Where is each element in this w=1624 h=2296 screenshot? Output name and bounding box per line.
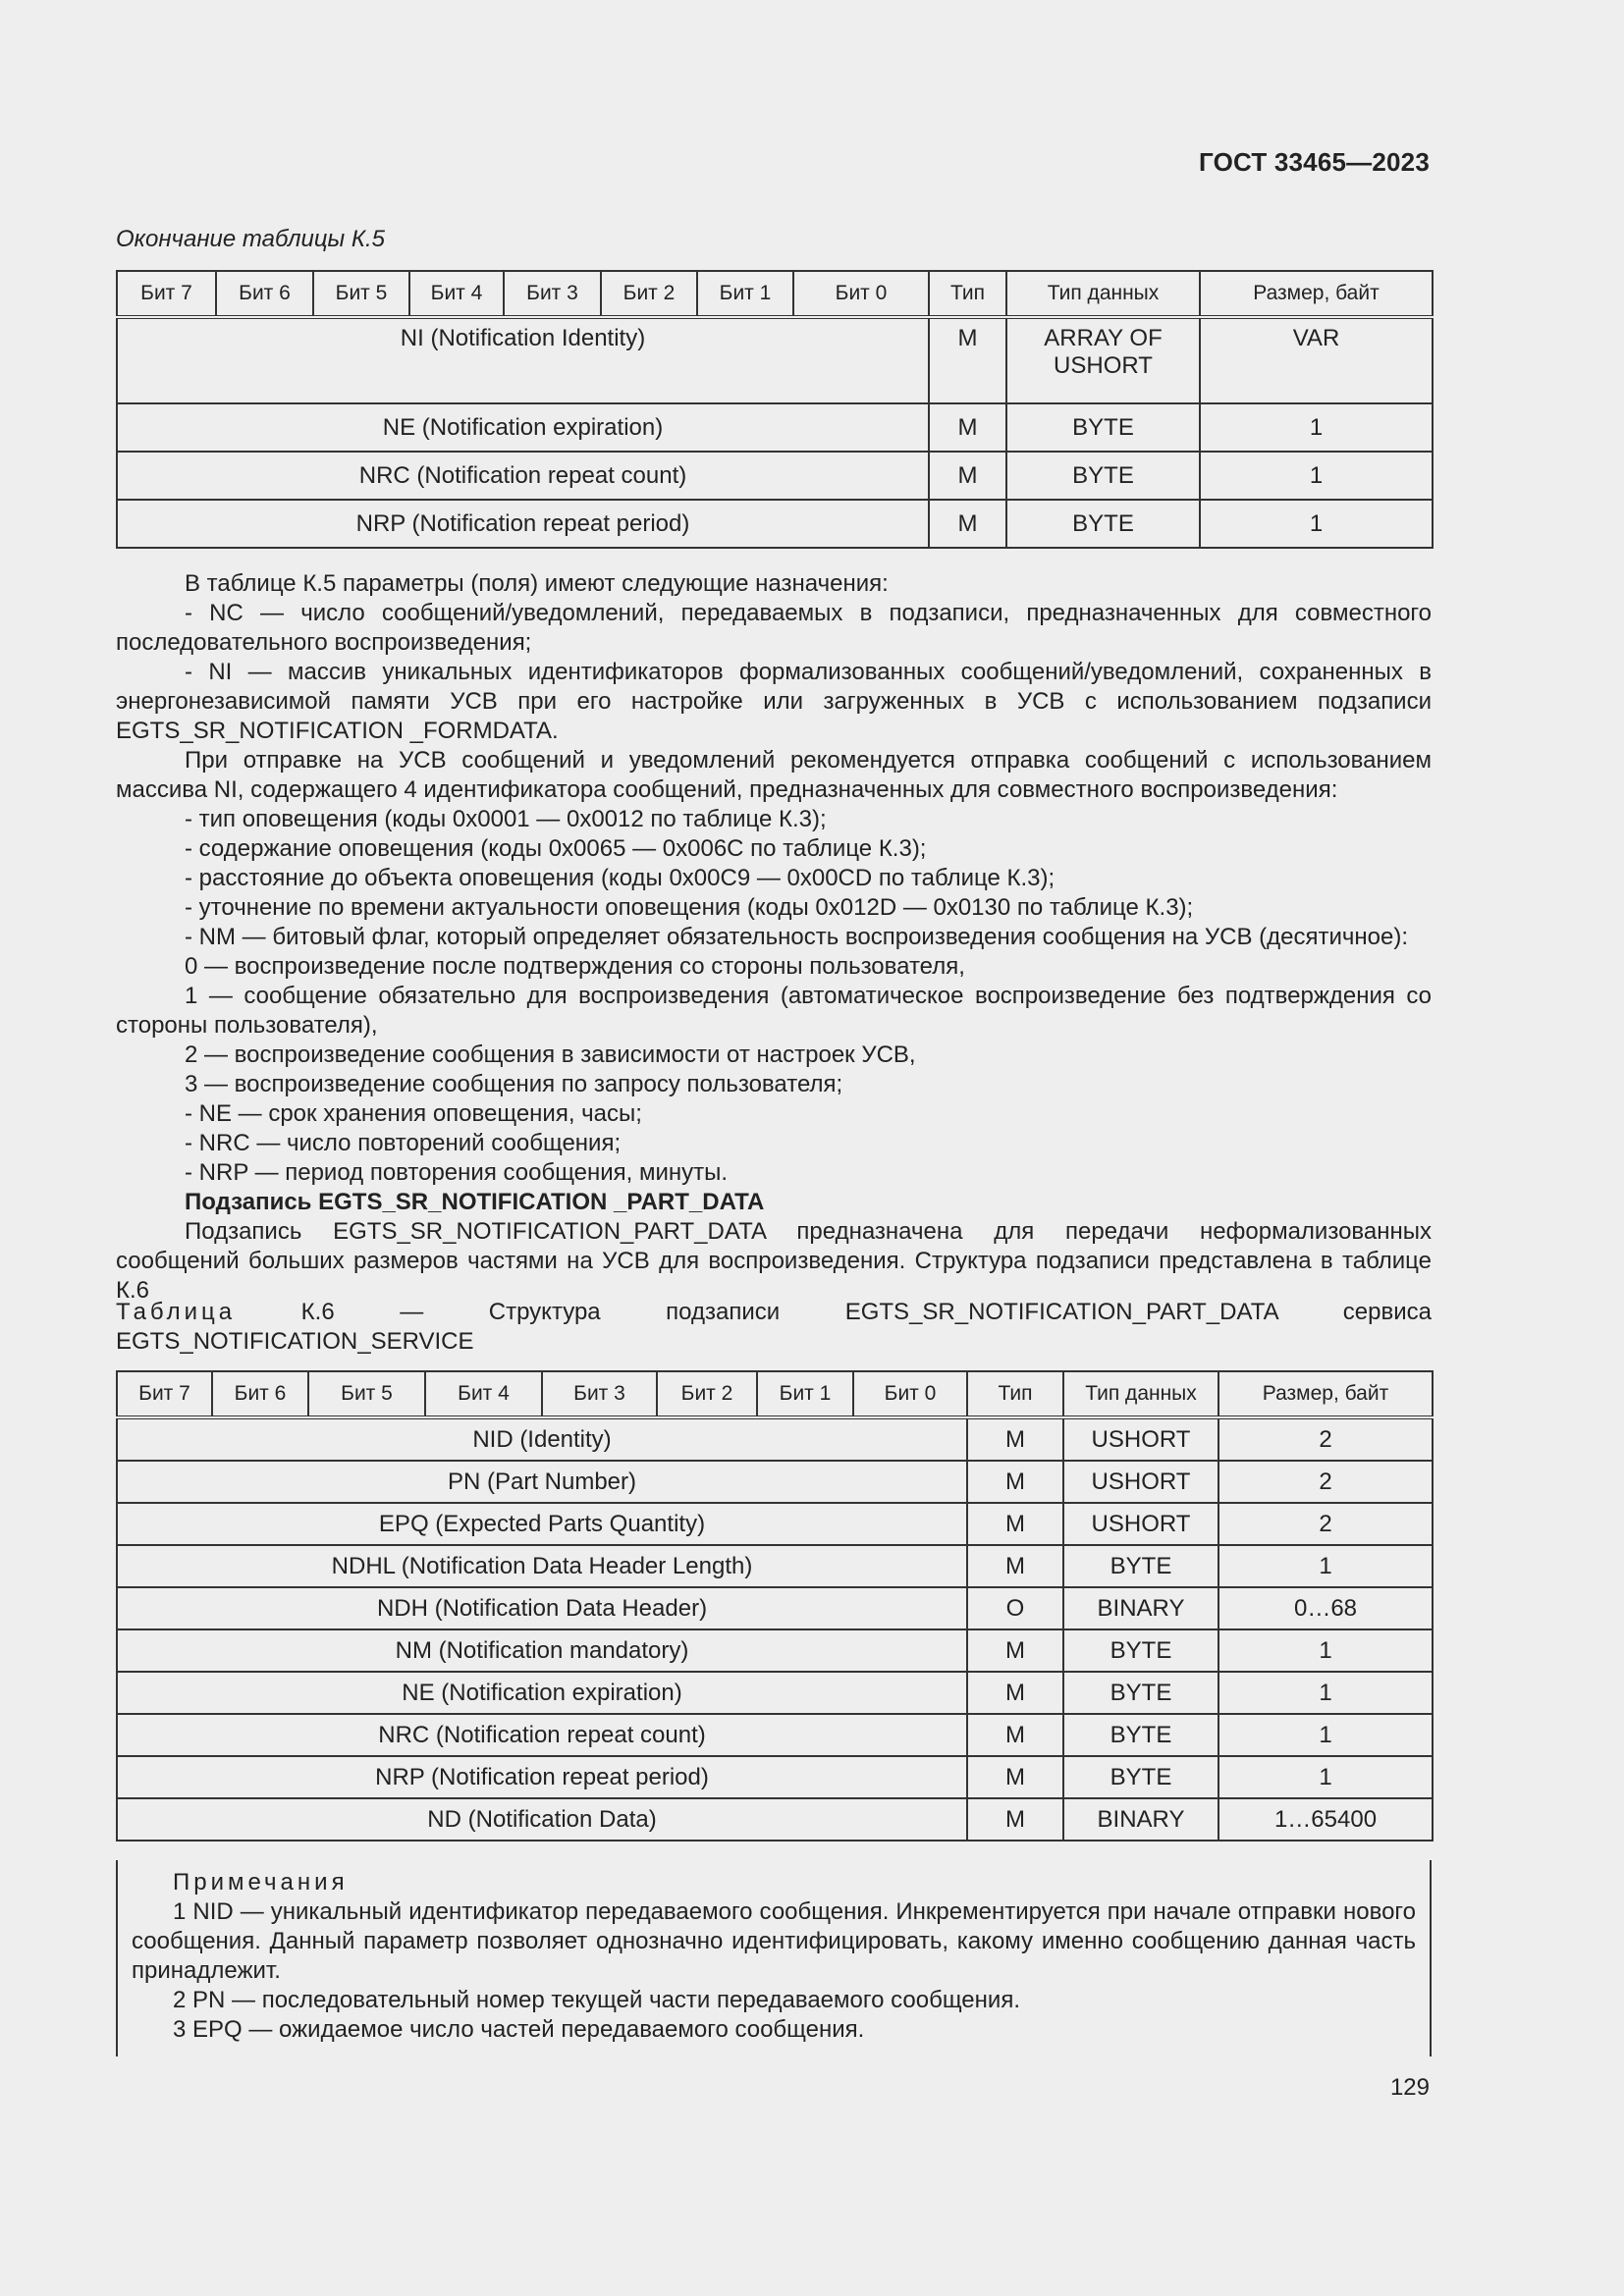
datatype-cell: ARRAY OF USHORT (1006, 317, 1200, 403)
type-cell: M (929, 317, 1006, 403)
notes-title: Примечания (173, 1869, 349, 1896)
type-cell: M (967, 1461, 1063, 1503)
datatype-cell: USHORT (1063, 1503, 1218, 1545)
paragraph: - NI — массив уникальных идентификаторов формализованных сообщений/уведомлений, сохраненных в энергонезависимой памяти УСВ при его настройке или загруженных в УСВ с использованием подзаписи EGTS_SR_NOTIFICATION _FORMDATA. (116, 659, 1432, 744)
size-cell: 1 (1200, 452, 1433, 500)
header-cell: Бит 2 (601, 271, 697, 317)
type-cell: O (967, 1587, 1063, 1629)
datatype-cell: BYTE (1006, 500, 1200, 548)
header-cell: Тип (967, 1371, 1063, 1417)
table-title-label: Таблица (116, 1299, 237, 1325)
header-cell: Бит 3 (504, 271, 601, 317)
table-row (117, 1545, 1433, 1587)
field-cell: NRP (Notification repeat period) (117, 500, 929, 548)
header-cell: Бит 0 (793, 271, 929, 317)
field-cell: NRC (Notification repeat count) (117, 1714, 967, 1756)
header-cell: Бит 2 (657, 1371, 757, 1417)
table-row (117, 1798, 1433, 1841)
table-k5-end (116, 270, 1434, 549)
table-row (117, 1461, 1433, 1503)
field-cell: NE (Notification expiration) (117, 1672, 967, 1714)
subheading: Подзапись EGTS_SR_NOTIFICATION _PART_DATA (185, 1189, 765, 1215)
header-cell: Бит 4 (425, 1371, 542, 1417)
table-header-row (117, 1371, 1433, 1417)
datatype-cell: USHORT (1063, 1417, 1218, 1461)
table-row (117, 452, 1433, 500)
type-cell: M (967, 1672, 1063, 1714)
table-row (117, 403, 1433, 452)
header-cell: Бит 3 (542, 1371, 657, 1417)
header-cell: Бит 1 (697, 271, 793, 317)
table-row (117, 500, 1433, 548)
paragraph: - NC — число сообщений/уведомлений, передаваемых в подзаписи, предназначенных для совместного последовательного воспроизведения; (116, 600, 1432, 656)
type-cell: M (929, 500, 1006, 548)
header-cell: Размер, байт (1200, 271, 1433, 317)
size-cell: VAR (1200, 317, 1433, 403)
type-cell: M (967, 1798, 1063, 1841)
type-cell: M (967, 1545, 1063, 1587)
datatype-cell: BYTE (1063, 1629, 1218, 1672)
header-cell: Тип данных (1063, 1371, 1218, 1417)
header-cell: Бит 6 (216, 271, 313, 317)
size-cell: 1 (1218, 1545, 1433, 1587)
list-item: - NE — срок хранения оповещения, часы; (185, 1100, 642, 1127)
table-row (117, 1417, 1433, 1461)
field-cell: ND (Notification Data) (117, 1798, 967, 1841)
size-cell: 2 (1218, 1503, 1433, 1545)
size-cell: 1 (1200, 403, 1433, 452)
table-row (117, 1587, 1433, 1629)
list-item: - NM — битовый флаг, который определяет обязательность воспроизведения сообщения на УСВ (десятичное): (185, 924, 1409, 950)
table-row (117, 1629, 1433, 1672)
datatype-cell: USHORT (1063, 1461, 1218, 1503)
field-cell: NDH (Notification Data Header) (117, 1587, 967, 1629)
size-cell: 1 (1218, 1714, 1433, 1756)
size-cell: 2 (1218, 1417, 1433, 1461)
datatype-cell: BINARY (1063, 1798, 1218, 1841)
table-row (117, 1672, 1433, 1714)
type-cell: M (967, 1417, 1063, 1461)
header-cell: Размер, байт (1218, 1371, 1433, 1417)
list-item: 2 — воспроизведение сообщения в зависимости от настроек УСВ, (185, 1041, 916, 1068)
table-title-text: К.6 — Структура подзаписи EGTS_SR_NOTIFICATION_PART_DATA сервиса EGTS_NOTIFICATION_SERVICE (116, 1299, 1433, 1355)
list-item: - уточнение по времени актуальности оповещения (коды 0x012D — 0x0130 по таблице К.3); (185, 894, 1194, 921)
header-cell: Тип (929, 271, 1006, 317)
list-item: - расстояние до объекта оповещения (коды 0x00C9 — 0x00CD по таблице К.3); (185, 865, 1056, 891)
list-item: 3 — воспроизведение сообщения по запросу пользователя; (185, 1071, 843, 1097)
note-item: 2 PN — последовательный номер текущей части передаваемого сообщения. (173, 1987, 1020, 2013)
table-continuation-caption: Окончание таблицы К.5 (116, 226, 386, 252)
size-cell: 1 (1218, 1629, 1433, 1672)
table-header-row (117, 271, 1433, 317)
field-cell: NE (Notification expiration) (117, 403, 929, 452)
table-k6-title (116, 1298, 1432, 1357)
header-cell: Бит 0 (853, 1371, 967, 1417)
field-cell: NM (Notification mandatory) (117, 1629, 967, 1672)
table-k6 (116, 1370, 1434, 1842)
paragraph: При отправке на УСВ сообщений и уведомлений рекомендуется отправка сообщений с использованием массива NI, содержащего 4 идентификатора сообщений, предназначенных для совместного воспроизведения: (116, 747, 1432, 803)
table-row (117, 317, 1433, 403)
note-item: 1 NID — уникальный идентификатор передаваемого сообщения. Инкрементируется при начале отправки нового сообщения. Данный параметр позволяет однозначно идентифицировать, какому именно сообщению данная часть принадлежит. (132, 1898, 1416, 1984)
header-cell: Бит 5 (313, 271, 409, 317)
page-number: 129 (1389, 2074, 1430, 2101)
body-text (116, 569, 1432, 1306)
table-row (117, 1714, 1433, 1756)
header-cell: Бит 7 (117, 271, 216, 317)
list-item: - NRP — период повторения сообщения, минуты. (185, 1159, 729, 1186)
datatype-cell: BYTE (1063, 1672, 1218, 1714)
paragraph: Подзапись EGTS_SR_NOTIFICATION_PART_DATA предназначена для передачи неформализованных сообщений больших размеров частями на УСВ для воспроизведения. Структура подзаписи представлена в таблице К.6 (116, 1218, 1432, 1304)
header-cell: Бит 7 (117, 1371, 212, 1417)
datatype-cell: BINARY (1063, 1587, 1218, 1629)
field-cell: PN (Part Number) (117, 1461, 967, 1503)
list-item: - тип оповещения (коды 0x0001 — 0x0012 по таблице К.3); (185, 806, 827, 832)
header-cell: Бит 1 (757, 1371, 853, 1417)
size-cell: 0…68 (1218, 1587, 1433, 1629)
field-cell: NRC (Notification repeat count) (117, 452, 929, 500)
datatype-cell: BYTE (1063, 1545, 1218, 1587)
datatype-cell: BYTE (1006, 452, 1200, 500)
table-row (117, 1756, 1433, 1798)
table-notes (116, 1860, 1432, 2056)
header-cell: Бит 6 (212, 1371, 308, 1417)
type-cell: M (967, 1756, 1063, 1798)
size-cell: 1…65400 (1218, 1798, 1433, 1841)
size-cell: 1 (1218, 1672, 1433, 1714)
size-cell: 2 (1218, 1461, 1433, 1503)
type-cell: M (929, 403, 1006, 452)
header-cell: Тип данных (1006, 271, 1200, 317)
header-cell: Бит 5 (308, 1371, 425, 1417)
datatype-cell: BYTE (1006, 403, 1200, 452)
field-cell: NI (Notification Identity) (117, 317, 929, 403)
field-cell: NRP (Notification repeat period) (117, 1756, 967, 1798)
list-item: 0 — воспроизведение после подтверждения со стороны пользователя, (185, 953, 965, 980)
standard-header: ГОСТ 33465—2023 (1199, 147, 1430, 177)
list-item: - NRC — число повторений сообщения; (185, 1130, 622, 1156)
datatype-cell: BYTE (1063, 1714, 1218, 1756)
table-row (117, 1503, 1433, 1545)
note-item: 3 EPQ — ожидаемое число частей передаваемого сообщения. (173, 2016, 865, 2043)
type-cell: M (967, 1714, 1063, 1756)
type-cell: M (929, 452, 1006, 500)
field-cell: NID (Identity) (117, 1417, 967, 1461)
datatype-cell: BYTE (1063, 1756, 1218, 1798)
header-cell: Бит 4 (409, 271, 504, 317)
type-cell: M (967, 1629, 1063, 1672)
size-cell: 1 (1200, 500, 1433, 548)
paragraph: В таблице К.5 параметры (поля) имеют следующие назначения: (185, 570, 889, 597)
paragraph: 1 — сообщение обязательно для воспроизведения (автоматическое воспроизведение без подтверждения со стороны пользователя), (116, 983, 1432, 1039)
type-cell: M (967, 1503, 1063, 1545)
size-cell: 1 (1218, 1756, 1433, 1798)
field-cell: NDHL (Notification Data Header Length) (117, 1545, 967, 1587)
field-cell: EPQ (Expected Parts Quantity) (117, 1503, 967, 1545)
list-item: - содержание оповещения (коды 0x0065 — 0x006C по таблице К.3); (185, 835, 927, 862)
